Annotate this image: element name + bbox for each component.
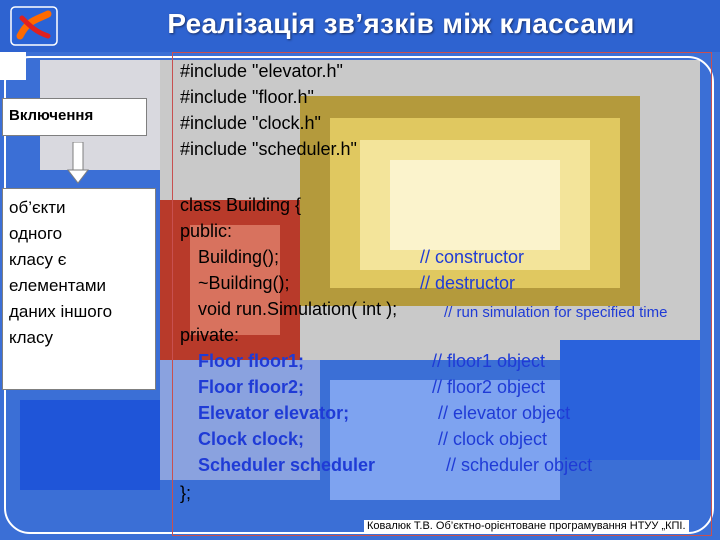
- member-comment: // clock object: [438, 429, 548, 449]
- member-comment: // scheduler object: [446, 455, 593, 475]
- class-closing: };: [180, 483, 192, 503]
- slide-title: Реалізація зв’язків між классами: [167, 8, 635, 39]
- destructor-comment: // destructor: [420, 273, 516, 293]
- public-label: public:: [180, 221, 233, 241]
- member-comment: // floor1 object: [432, 351, 546, 371]
- member-decl: Elevator elevator;: [198, 403, 350, 423]
- description-line: одного: [9, 224, 63, 243]
- member-decl: Clock clock;: [198, 429, 305, 449]
- inclusion-label: Включення: [2, 98, 147, 136]
- member-decl: Floor floor1;: [198, 351, 304, 371]
- inclusion-description: [2, 188, 156, 390]
- description-line: класу є: [9, 250, 67, 269]
- description-line: елементами: [9, 276, 107, 295]
- include-line: #include "floor.h": [180, 87, 314, 107]
- description-line: даних іншого: [9, 302, 113, 321]
- include-line: #include "scheduler.h": [180, 139, 357, 159]
- class-declaration: class Building {: [180, 195, 302, 215]
- include-line: #include "elevator.h": [180, 61, 343, 81]
- run-simulation-line: void run.Simulation( int );: [198, 299, 398, 319]
- private-label: private:: [180, 325, 240, 345]
- include-line: #include "clock.h": [180, 113, 321, 133]
- constructor-comment: // constructor: [420, 247, 525, 267]
- member-comment: // floor2 object: [432, 377, 546, 397]
- constructor-line: Building();: [198, 247, 280, 267]
- member-decl: Floor floor2;: [198, 377, 304, 397]
- run-simulation-comment: // run simulation for specified time: [444, 304, 668, 321]
- description-line: класу: [9, 328, 54, 347]
- description-line: об’єкти: [9, 198, 66, 217]
- down-arrow-icon: [66, 142, 90, 184]
- app-logo-icon: [10, 6, 58, 46]
- destructor-line: ~Building();: [198, 273, 290, 293]
- member-decl: Scheduler scheduler: [198, 455, 376, 475]
- footer-credit: Ковалюк Т.В. Об’єктно-орієнтоване програмування НТУУ „КПІ.: [364, 520, 689, 532]
- member-comment: // elevator object: [438, 403, 571, 423]
